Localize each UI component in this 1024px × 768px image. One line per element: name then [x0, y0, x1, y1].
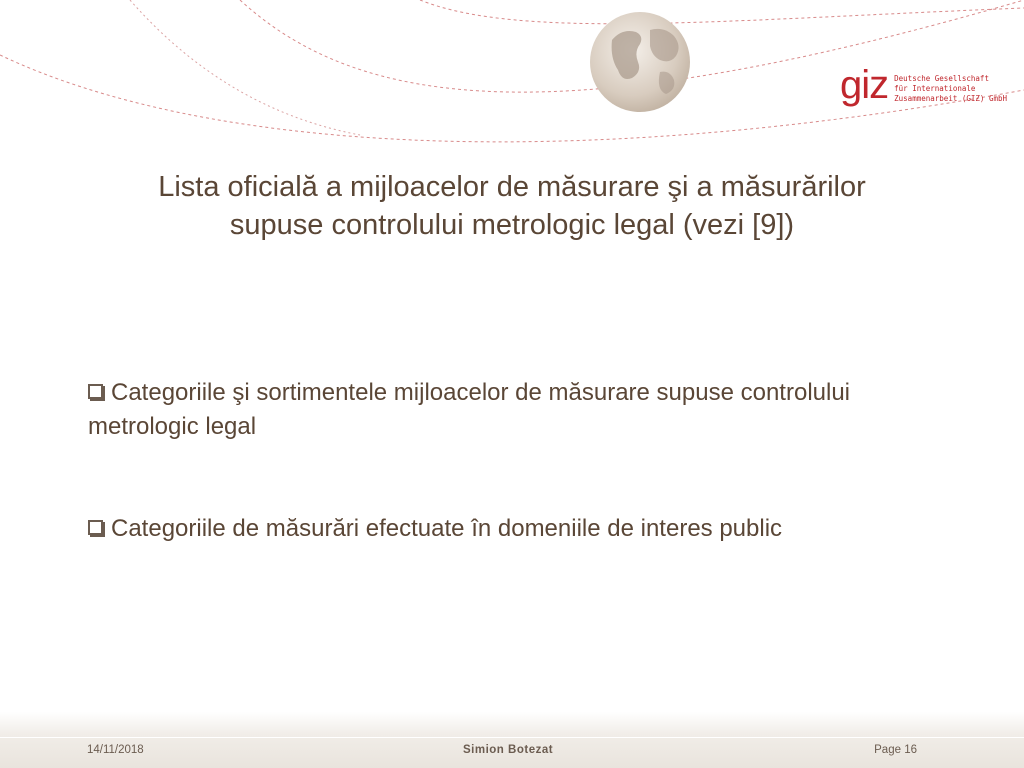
- bullet-item: [88, 512, 948, 546]
- checkbox-bullet-icon: [88, 520, 103, 535]
- logo-mark: giz: [840, 63, 889, 107]
- logo-line-2: für Internationale: [894, 84, 976, 93]
- slide-title: [60, 168, 964, 244]
- footer-divider: [0, 737, 1024, 738]
- giz-logo: [840, 63, 1008, 108]
- footer-band: [0, 712, 1024, 768]
- logo-line-3: Zusammenarbeit (GIZ) GmbH: [894, 94, 1008, 103]
- bullet-text: Categoriile de măsurări efectuate în domeniile de interes public: [111, 515, 783, 542]
- slide-title-line-2: supuse controlului metrologic legal (vezi [9]): [229, 209, 795, 241]
- logo-text: [894, 74, 1007, 104]
- slide-title-line-1: Lista oficială a mijloacelor de măsurare şi a măsurărilor: [158, 171, 866, 203]
- logo-line-1: Deutsche Gesellschaft: [894, 74, 989, 83]
- globe-icon: [590, 12, 690, 112]
- checkbox-bullet-icon: [88, 384, 103, 399]
- footer-author: Simion Botezat: [463, 744, 554, 756]
- footer-date: 14/11/2018: [87, 744, 144, 756]
- bullet-text: Categoriile şi sortimentele mijloacelor de măsurare supuse controlului metrologic legal: [88, 379, 851, 440]
- bullet-item: [88, 376, 948, 444]
- footer-page-number: Page 16: [874, 744, 917, 756]
